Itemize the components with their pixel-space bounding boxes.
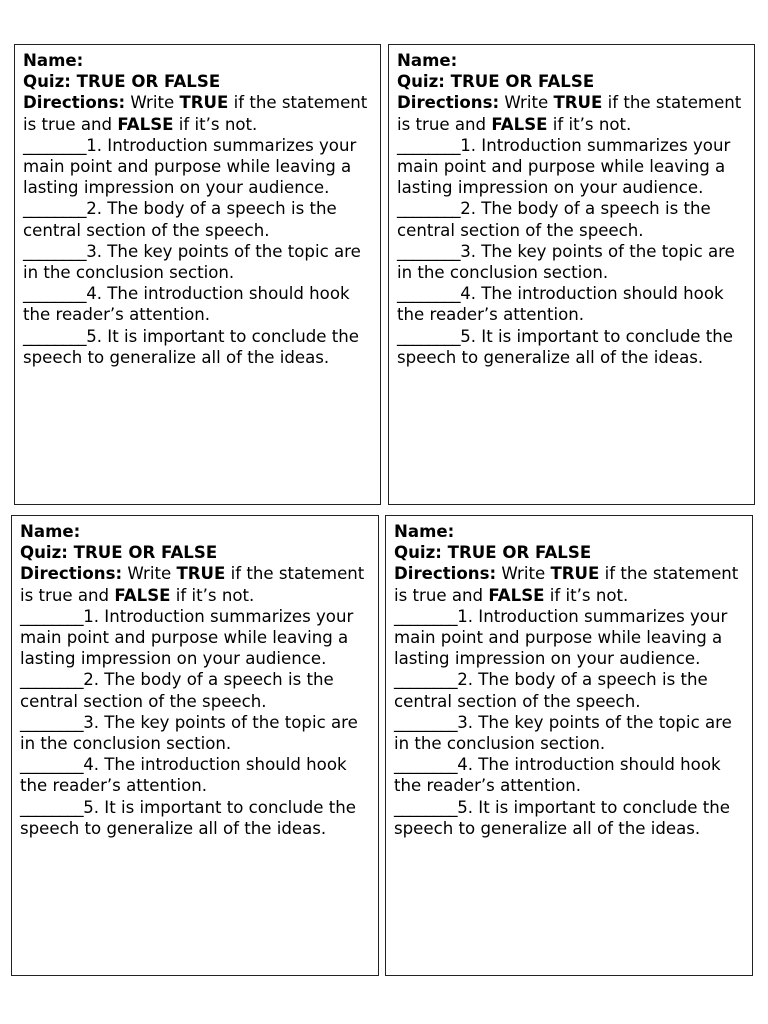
quiz-card-top-right xyxy=(388,44,755,505)
item-text: 2. The body of a speech is the central section of the speech. xyxy=(397,199,711,240)
directions-true: TRUE xyxy=(553,93,603,113)
directions-true: TRUE xyxy=(179,93,229,113)
answer-blank: ________ xyxy=(394,670,458,690)
answer-blank: ________ xyxy=(397,199,461,219)
answer-blank: ________ xyxy=(20,797,84,817)
item-text: 5. It is important to conclude the speech to generalize all of the ideas. xyxy=(397,326,733,367)
quiz-item-3 xyxy=(394,712,744,754)
item-text: 5. It is important to conclude the speech to generalize all of the ideas. xyxy=(20,797,356,838)
directions-text: if it’s not. xyxy=(173,114,258,134)
directions-true: TRUE xyxy=(176,564,226,584)
directions-text: Write xyxy=(125,93,180,113)
directions-text: if the statement is true and xyxy=(394,564,739,605)
name-label: Name: xyxy=(20,522,81,541)
item-text: 1. Introduction summarizes your main point and purpose while leaving a lasting impression on your audience. xyxy=(397,135,731,198)
quiz-item-1 xyxy=(23,135,372,199)
answer-blank: ________ xyxy=(394,755,458,775)
directions-label: Directions: xyxy=(394,564,497,584)
directions-text: if the statement is true and xyxy=(23,93,368,134)
quiz-item-4 xyxy=(394,754,744,796)
directions-label: Directions: xyxy=(20,564,123,584)
item-text: 3. The key points of the topic are in the conclusion section. xyxy=(20,712,358,754)
answer-blank: ________ xyxy=(397,284,461,304)
quiz-title: Quiz: TRUE OR FALSE xyxy=(20,543,218,563)
quiz-item-1 xyxy=(394,606,744,670)
item-text: 2. The body of a speech is the central section of the speech. xyxy=(394,670,708,711)
directions-label: Directions: xyxy=(397,93,500,113)
quiz-card-bottom-left xyxy=(11,515,379,976)
directions-text: if the statement is true and xyxy=(397,93,742,134)
quiz-item-3 xyxy=(23,241,372,283)
item-text: 4. The introduction should hook the reader’s attention. xyxy=(397,284,724,325)
item-text: 1. Introduction summarizes your main point and purpose while leaving a lasting impression on your audience. xyxy=(394,606,728,669)
quiz-item-5 xyxy=(397,326,746,368)
item-text: 1. Introduction summarizes your main point and purpose while leaving a lasting impression on your audience. xyxy=(23,135,357,198)
directions-false: FALSE xyxy=(117,114,174,134)
answer-blank: ________ xyxy=(394,797,458,817)
directions-text: Write xyxy=(499,93,554,113)
item-text: 3. The key points of the topic are in the conclusion section. xyxy=(394,712,732,754)
answer-blank: ________ xyxy=(394,606,458,626)
quiz-title: Quiz: TRUE OR FALSE xyxy=(23,72,221,92)
name-label: Name: xyxy=(23,51,84,70)
answer-blank: ________ xyxy=(394,712,458,732)
item-text: 2. The body of a speech is the central section of the speech. xyxy=(20,670,334,711)
quiz-card-bottom-right xyxy=(385,515,753,976)
item-text: 4. The introduction should hook the reader’s attention. xyxy=(394,755,721,796)
quiz-item-2 xyxy=(20,669,370,711)
name-label: Name: xyxy=(394,522,455,541)
item-text: 4. The introduction should hook the reader’s attention. xyxy=(20,755,347,796)
item-text: 3. The key points of the topic are in the conclusion section. xyxy=(23,241,361,283)
directions-false: FALSE xyxy=(491,114,548,134)
quiz-item-4 xyxy=(20,754,370,796)
directions xyxy=(23,92,372,134)
answer-blank: ________ xyxy=(20,606,84,626)
answer-blank: ________ xyxy=(23,284,87,304)
quiz-item-3 xyxy=(20,712,370,754)
answer-blank: ________ xyxy=(20,755,84,775)
quiz-item-5 xyxy=(20,797,370,839)
directions xyxy=(397,92,746,134)
quiz-item-5 xyxy=(394,797,744,839)
quiz-item-2 xyxy=(397,198,746,240)
directions-text: if it’s not. xyxy=(544,585,629,605)
quiz-item-1 xyxy=(20,606,370,670)
item-text: 5. It is important to conclude the speech to generalize all of the ideas. xyxy=(394,797,730,838)
item-text: 2. The body of a speech is the central section of the speech. xyxy=(23,199,337,240)
directions-text: if it’s not. xyxy=(170,585,255,605)
directions-true: TRUE xyxy=(550,564,600,584)
directions xyxy=(20,563,370,605)
quiz-item-1 xyxy=(397,135,746,199)
answer-blank: ________ xyxy=(397,326,461,346)
answer-blank: ________ xyxy=(20,670,84,690)
item-text: 4. The introduction should hook the reader’s attention. xyxy=(23,284,350,325)
quiz-title: Quiz: TRUE OR FALSE xyxy=(394,543,592,563)
name-label: Name: xyxy=(397,51,458,70)
quiz-item-5 xyxy=(23,326,372,368)
answer-blank: ________ xyxy=(397,135,461,155)
item-text: 5. It is important to conclude the speech to generalize all of the ideas. xyxy=(23,326,359,367)
directions-text: if the statement is true and xyxy=(20,564,365,605)
directions-false: FALSE xyxy=(114,585,171,605)
answer-blank: ________ xyxy=(23,241,87,261)
quiz-title: Quiz: TRUE OR FALSE xyxy=(397,72,595,92)
answer-blank: ________ xyxy=(397,241,461,261)
quiz-item-4 xyxy=(397,283,746,325)
quiz-item-2 xyxy=(23,198,372,240)
directions-label: Directions: xyxy=(23,93,126,113)
directions-text: Write xyxy=(496,564,551,584)
answer-blank: ________ xyxy=(23,135,87,155)
item-text: 3. The key points of the topic are in the conclusion section. xyxy=(397,241,735,283)
answer-blank: ________ xyxy=(23,199,87,219)
item-text: 1. Introduction summarizes your main point and purpose while leaving a lasting impression on your audience. xyxy=(20,606,354,669)
answer-blank: ________ xyxy=(20,712,84,732)
quiz-item-2 xyxy=(394,669,744,711)
quiz-item-4 xyxy=(23,283,372,325)
directions-false: FALSE xyxy=(488,585,545,605)
answer-blank: ________ xyxy=(23,326,87,346)
directions-text: if it’s not. xyxy=(547,114,632,134)
quiz-card-top-left xyxy=(14,44,381,505)
directions xyxy=(394,563,744,605)
quiz-item-3 xyxy=(397,241,746,283)
directions-text: Write xyxy=(122,564,177,584)
